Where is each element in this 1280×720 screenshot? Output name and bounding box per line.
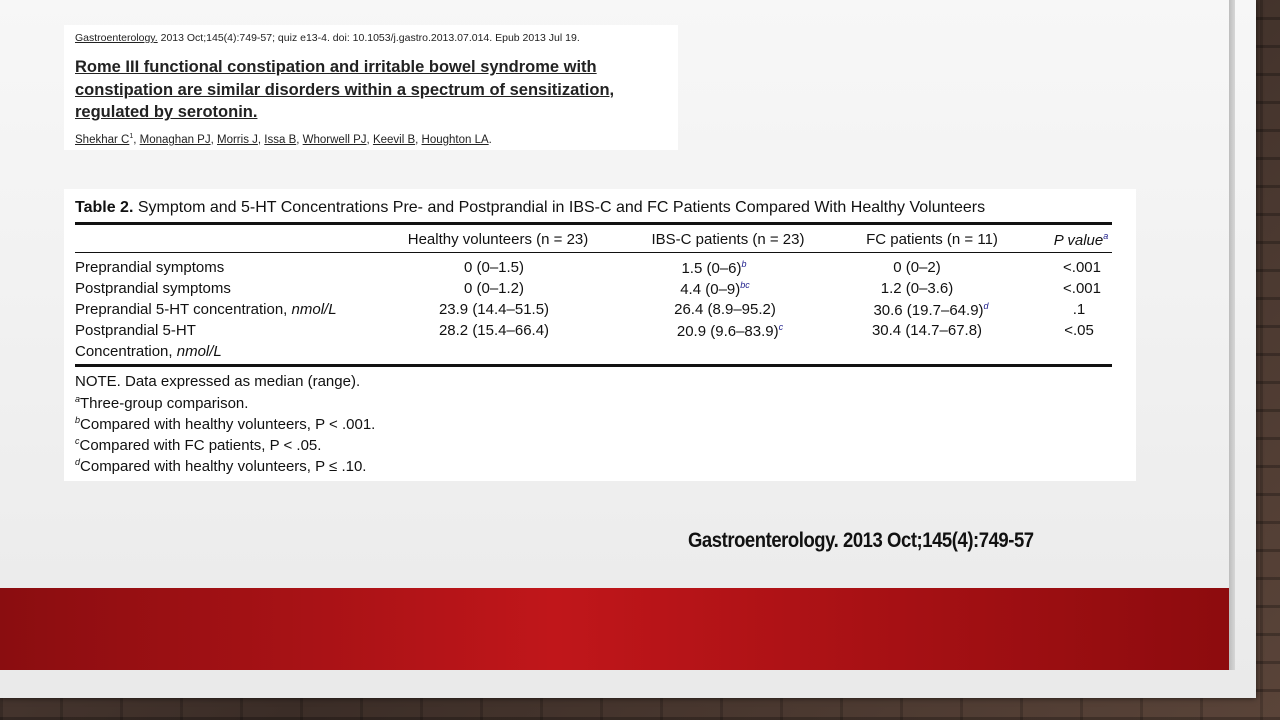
footnote-mark: c: [778, 322, 784, 332]
author-link[interactable]: Keevil B: [372, 133, 416, 146]
cell-ibsc: 1.5 $(0-6)^b$: [681, 259, 747, 277]
cell-healthy: 0 (0–1.2): [463, 280, 525, 297]
table-footnote: $^b$Compared with healthy volunteers, P < .001.: [75, 415, 376, 433]
table-header-rule: [75, 252, 1112, 253]
row-label: Postprandial 5-HT: [75, 322, 196, 339]
author-link[interactable]: Whorwell PJ: [302, 133, 367, 146]
table-caption: [75, 199, 985, 217]
table-top-rule: [75, 222, 1112, 225]
cell-healthy: 23.9 (14.4–51.5): [438, 301, 550, 318]
cell-fc: 30.6 $(19.7-64.9)^d$: [873, 301, 989, 319]
author-link[interactable]: Shekhar C: [75, 133, 130, 146]
table-note: NOTE. Data expressed as median (range).: [75, 373, 361, 390]
cell-healthy: 0 (0–1.5): [463, 259, 525, 276]
header-p-value: [1054, 231, 1109, 249]
author-link[interactable]: Morris J: [217, 133, 258, 146]
table-footnote: $^a$Three-group comparison.: [75, 394, 249, 412]
table-footnote: $^c$Compared with FC patients, P < .05.: [75, 436, 322, 454]
header-healthy: Healthy volunteers (n = 23): [407, 231, 589, 248]
cell-p: <.001: [1063, 280, 1101, 297]
footer-red-band: [0, 588, 1229, 670]
cell-ibsc: 26.4 (8.9–95.2): [674, 301, 776, 318]
citation-box: [64, 25, 678, 150]
unit: nmol/L: [291, 301, 337, 318]
cell-fc: 30.4 (14.7–67.8): [871, 322, 983, 339]
cell-fc: 1.2 (0–3.6): [880, 280, 954, 297]
cell-p: <.001: [1063, 259, 1101, 276]
header-p-label: P value: [1053, 232, 1104, 249]
author-list: Shekhar $C^1$, Monaghan PJ, Morris J, Issa B, Whorwell PJ, Keevil B, Houghton LA.: [75, 133, 492, 146]
journal-link[interactable]: Gastroenterology.: [75, 32, 158, 44]
table-bottom-rule: [75, 364, 1112, 367]
table-caption-text: Symptom and 5-HT Concentrations Pre- and Postprandial in IBS-C and FC Patients Compared With Healthy Volunteers: [137, 199, 986, 216]
unit: nmol/L: [176, 343, 222, 360]
cell-p: .1: [1072, 301, 1086, 318]
cell-fc: 0 (0–2): [893, 259, 941, 276]
article-title[interactable]: Rome III functional constipation and irritable bowel syndrome with constipation are similar disorders within a spectrum of sensitization, regulated by serotonin.: [75, 58, 615, 121]
table-image: [64, 189, 1136, 481]
cell-ibsc: 20.9 $(9.6-83.9)^c$: [676, 322, 784, 340]
row-label: Preprandial symptoms: [75, 259, 225, 276]
author-link[interactable]: Monaghan PJ: [139, 133, 211, 146]
table-label: Table 2.: [75, 199, 134, 216]
header-fc: FC patients (n = 11): [866, 231, 998, 248]
row-label: Postprandial symptoms: [75, 280, 231, 297]
footnote-mark: b: [741, 259, 747, 269]
citation-details: 2013 Oct;145(4):749-57; quiz e13-4. doi: 10.1053/j.gastro.2013.07.014. Epub 2013 Jul 19.: [160, 32, 580, 44]
author-link[interactable]: Houghton LA: [421, 133, 489, 146]
footnote-mark: bc: [740, 280, 750, 290]
row-label-continued: Concentration, nmol/L: [75, 343, 222, 360]
footnote-mark: a: [1103, 231, 1109, 241]
journal-reference: Gastroenterology. 2013 Oct;145(4):749-57: [688, 529, 1034, 552]
citation-line: [75, 32, 580, 44]
header-ibsc: IBS-C patients (n = 23): [651, 231, 805, 248]
affiliation-mark: 1: [129, 133, 134, 140]
row-label: Preprandial 5-HT concentration, nmol/L: [75, 301, 337, 318]
cell-healthy: 28.2 (15.4–66.4): [438, 322, 550, 339]
table-footnote: $^d$Compared with healthy volunteers, P ≤ .10.: [75, 457, 367, 475]
slide-edge-shadow: [1229, 0, 1235, 670]
footnote-mark: d: [983, 301, 989, 311]
author-link[interactable]: Issa B: [264, 133, 297, 146]
cell-ibsc: 4.4 $(0-9)^{bc}$: [680, 280, 750, 298]
cell-p: <.05: [1064, 322, 1094, 339]
